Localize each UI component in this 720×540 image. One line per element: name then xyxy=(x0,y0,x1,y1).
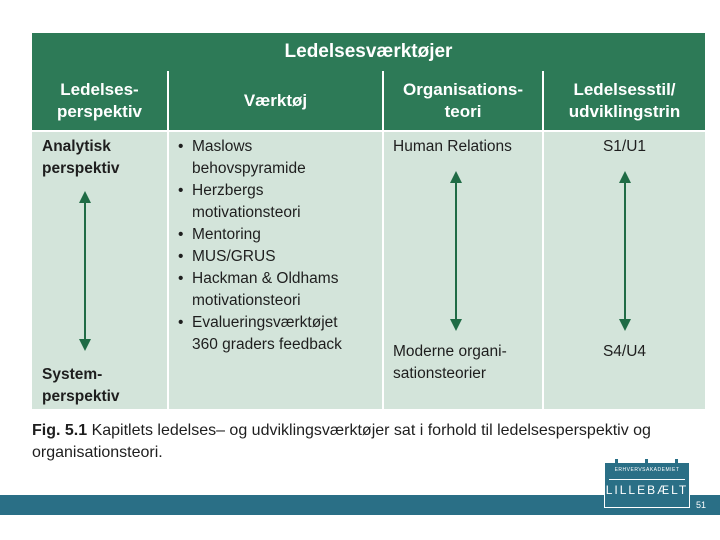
style-top: S1/U1 xyxy=(602,138,647,155)
caption-text: Kapitlets ledelses– og udviklingsværktøjer sat i forhold til ledelsesperspektiv og organisationsteori. xyxy=(32,422,651,461)
header-tools-label: Værktøj xyxy=(243,90,308,110)
logo-mark xyxy=(615,459,618,465)
theory-bottom: Moderne organi- sationsteorier xyxy=(393,343,507,382)
page-number: 51 xyxy=(696,500,707,510)
logo-top-text: ERHVERVSAKADEMIET xyxy=(614,467,680,473)
figure-table xyxy=(32,33,705,409)
header-style-label: Ledelsesstil/ udviklingstrin xyxy=(568,79,681,121)
header-tools xyxy=(169,71,382,130)
header-style xyxy=(544,71,705,130)
header-perspective-label: Ledelses- perspektiv xyxy=(56,79,143,121)
figure-caption xyxy=(32,420,712,464)
figure-title: Ledelsesværktøjer xyxy=(32,33,705,71)
theory-arrow xyxy=(449,171,463,331)
list-item: • Evalueringsværktøjet 360 graders feedback xyxy=(178,312,378,356)
caption-label: Fig. 5.1 xyxy=(32,422,88,439)
header-theory xyxy=(384,71,542,130)
logo-main-text: LILLEBÆLT xyxy=(605,483,689,497)
style-bottom: S4/U4 xyxy=(602,343,647,360)
perspective-bottom: System- perspektiv xyxy=(42,366,120,405)
list-item: • Hackman & Oldhams motivationsteori xyxy=(178,268,378,312)
list-item: • Mentoring xyxy=(178,224,378,246)
list-item: • Herzbergs motivationsteori xyxy=(178,180,378,224)
logo xyxy=(604,462,690,508)
column-divider xyxy=(382,71,384,409)
perspective-top: Analytisk perspektiv xyxy=(42,138,120,177)
style-arrow xyxy=(618,171,632,331)
logo-rule xyxy=(609,479,685,480)
header-divider xyxy=(32,130,705,132)
list-item: • MUS/GRUS xyxy=(178,246,378,268)
list-item: • Maslows behovspyramide xyxy=(178,136,378,180)
logo-mark xyxy=(675,459,678,465)
header-perspective xyxy=(32,71,167,130)
tools-list xyxy=(178,136,378,356)
perspective-arrow xyxy=(78,191,92,351)
header-theory-label: Organisations- teori xyxy=(403,79,523,121)
theory-top: Human Relations xyxy=(393,138,512,155)
logo-mark xyxy=(645,459,648,465)
column-divider xyxy=(167,71,169,409)
